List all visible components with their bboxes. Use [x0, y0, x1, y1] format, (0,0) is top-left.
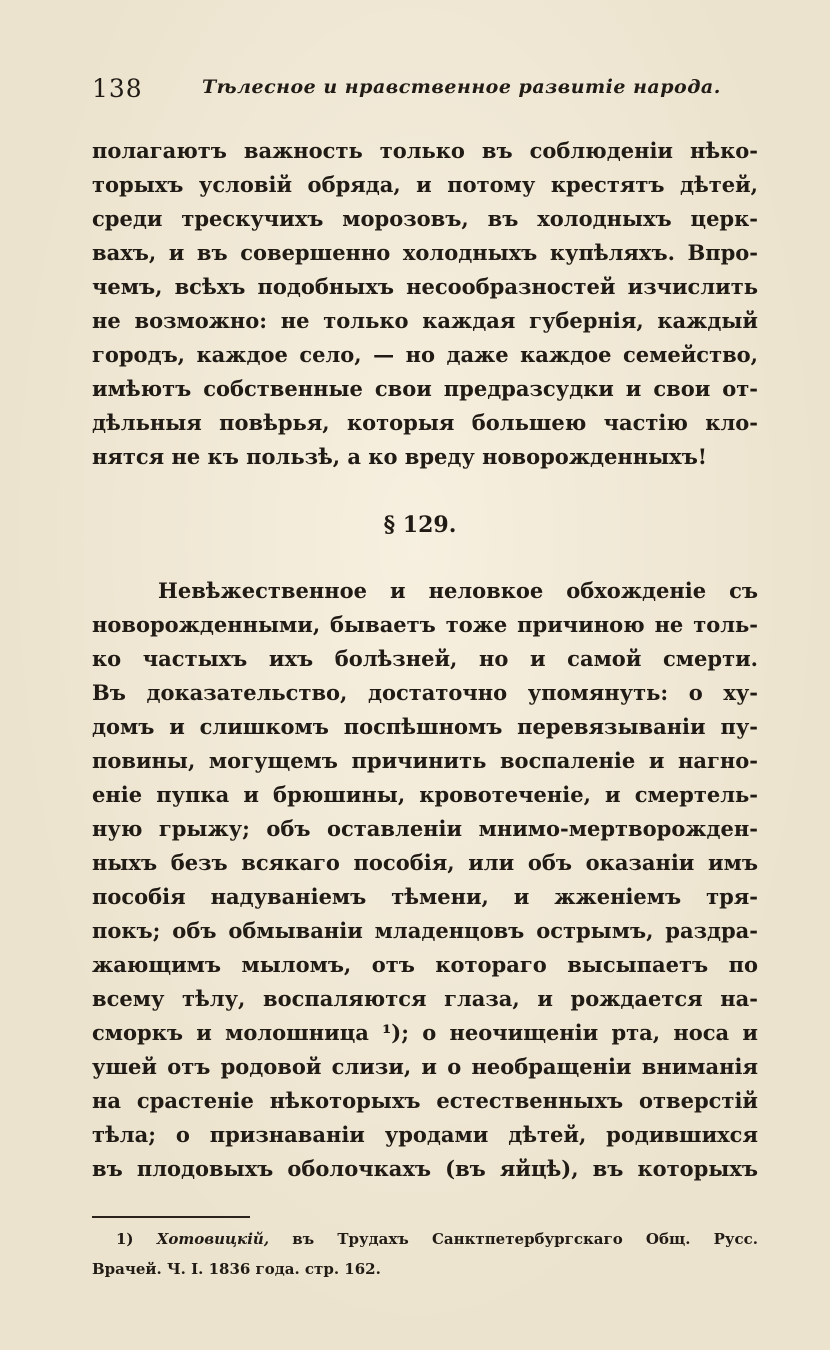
- text-line: имѣютъ собственные свои предразсудки и свои от-: [92, 376, 758, 401]
- text-line: торыхъ условій обряда, и потому крестятъ дѣтей,: [92, 172, 758, 197]
- footnote: [92, 1224, 758, 1284]
- footnote-line: [92, 1224, 758, 1254]
- footnote-marker: 1): [116, 1230, 134, 1248]
- text-line: Невѣжественное и неловкое обхожденіе съ: [158, 578, 758, 603]
- section-heading: § 129.: [383, 512, 457, 538]
- text-line: сморкъ и молошница ¹); о неочищеніи рта, носа и: [92, 1020, 758, 1045]
- text-line: новорожденными, бываетъ тоже причиною не толь-: [92, 612, 758, 637]
- text-line: ныхъ безъ всякаго пособія, или объ оказаніи имъ: [92, 850, 758, 875]
- footnote-author: Хотовицкій,: [156, 1230, 270, 1248]
- text-line: на срастеніе нѣкоторыхъ естественныхъ отверстій: [92, 1088, 758, 1113]
- text-line: повины, могущемъ причинить воспаленіе и нагно-: [92, 748, 758, 773]
- text-line: городъ, каждое село, — но даже каждое семейство,: [92, 342, 758, 367]
- footnote-divider: [92, 1216, 250, 1218]
- text-line: дѣльныя повѣрья, которыя большею частію кло-: [92, 410, 758, 435]
- text-line: полагаютъ важность только въ соблюденіи нѣко-: [92, 138, 758, 163]
- text-line: ную грыжу; объ оставленіи мнимо-мертворожден-: [92, 816, 758, 841]
- text-line: вахъ, и въ совершенно холодныхъ купѣляхъ. Впро-: [92, 240, 758, 265]
- text-line: пособія надуваніемъ тѣмени, и жженіемъ тря-: [92, 884, 758, 909]
- footnote-line: Врачей. Ч. I. 1836 года. стр. 162.: [92, 1260, 381, 1278]
- text-line: тѣла; о признаваніи уродами дѣтей, родившихся: [92, 1122, 758, 1147]
- paragraph-129: [92, 574, 758, 1186]
- text-line: чемъ, всѣхъ подобныхъ несообразностей изчислить: [92, 274, 758, 299]
- text-line: въ плодовыхъ оболочкахъ (въ яйцѣ), въ которыхъ: [92, 1156, 758, 1181]
- text-line: ушей отъ родовой слизи, и о необращеніи вниманія: [92, 1054, 758, 1079]
- text-line: среди трескучихъ морозовъ, въ холодныхъ церк-: [92, 206, 758, 231]
- text-line: всему тѣлу, воспаляются глаза, и рождается на-: [92, 986, 758, 1011]
- running-title: Тѣлесное и нравственное развитіе народа.: [202, 76, 721, 98]
- text-line: не возможно: не только каждая губернія, каждый: [92, 308, 758, 333]
- text-line: ко частыхъ ихъ болѣзней, но и самой смерти.: [92, 646, 758, 671]
- page-number: 138: [92, 74, 143, 103]
- paragraph-continued: [92, 134, 758, 474]
- text-line: Въ доказательство, достаточно упомянуть: о ху-: [92, 680, 758, 705]
- text-line: еніе пупка и брюшины, кровотеченіе, и смертель-: [92, 782, 758, 807]
- text-line: жающимъ мыломъ, отъ котораго высыпаетъ по: [92, 952, 758, 977]
- text-line: покъ; объ обмываніи младенцовъ острымъ, раздра-: [92, 918, 758, 943]
- text-line: домъ и слишкомъ поспѣшномъ перевязываніи пу-: [92, 714, 758, 739]
- running-head: [92, 70, 732, 110]
- text-line: нятся не къ пользѣ, а ко вреду новорожденныхъ!: [92, 444, 708, 469]
- footnote-citation: въ Трудахъ Санктпетербургскаго Общ. Русс.: [292, 1230, 758, 1248]
